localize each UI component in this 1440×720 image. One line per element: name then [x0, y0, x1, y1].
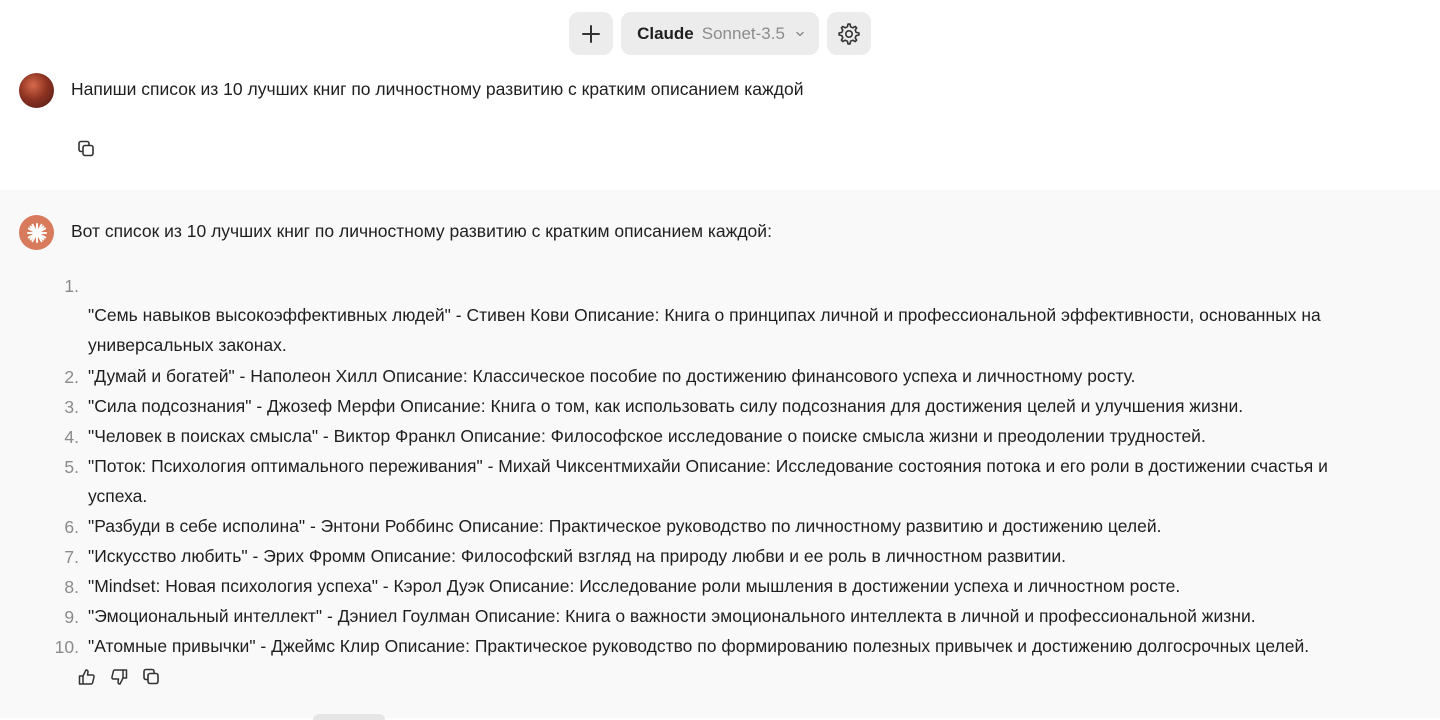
- thumbs-up-icon: [77, 667, 97, 687]
- list-item-text: "Человек в поисках смысла" - Виктор Франкл Описание: Философское исследование о поиске смысла жизни и преодолении трудностей.: [88, 426, 1206, 446]
- list-item-number: 9.: [64, 607, 79, 627]
- chevron-down-icon: [795, 29, 805, 39]
- model-name: Claude: [637, 23, 694, 43]
- top-toolbar: [0, 12, 1440, 55]
- settings-button[interactable]: [827, 12, 871, 55]
- list-item-text: "Искусство любить" - Эрих Фромм Описание: Философский взгляд на природу любви и ее роль в личностном развитии.: [88, 546, 1067, 566]
- list-item-text: "Поток: Психология оптимального переживания" - Михай Чиксентмихайи Описание: Исследование состояния потока и его роли в достижении счастья и успеха.: [88, 456, 1328, 506]
- new-chat-button[interactable]: [569, 12, 613, 55]
- list-item-number: 5.: [64, 457, 79, 477]
- copy-icon: [141, 667, 161, 687]
- list-item-text: "Mindset: Новая психология успеха" - Кэрол Дуэк Описание: Исследование роли мышления в достижении успеха и личностном росте.: [88, 576, 1181, 596]
- assistant-intro-text: Вот список из 10 лучших книг по личностному развитию с кратким описанием каждой:: [71, 221, 772, 241]
- list-item-number: 6.: [64, 517, 79, 537]
- copy-user-message-button[interactable]: [74, 137, 98, 161]
- list-item-text: "Эмоциональный интеллект" - Дэниел Гоулман Описание: Книга о важности эмоционального интеллекта в личной и профессиональной жизни.: [88, 606, 1256, 626]
- user-message-text: Напиши список из 10 лучших книг по личностному развитию с кратким описанием каждой: [71, 79, 804, 99]
- copy-icon: [76, 139, 96, 159]
- list-item-number: 7.: [64, 547, 79, 567]
- list-item-number: 3.: [64, 397, 79, 417]
- list-item-text: "Сила подсознания" - Джозеф Мерфи Описание: Книга о том, как использовать силу подсознания для достижения целей и улучшения жизни.: [88, 396, 1244, 416]
- user-message: [0, 70, 1440, 190]
- claude-avatar: [19, 215, 54, 250]
- user-avatar: [19, 73, 54, 108]
- thumbs-down-button[interactable]: [107, 665, 131, 689]
- list-item-number: 2.: [64, 367, 79, 387]
- plus-icon: [580, 23, 602, 45]
- list-item-text: "Атомные привычки" - Джеймс Клир Описание: Практическое руководство по формированию полезных привычек и достижению долгосрочных целей.: [88, 636, 1310, 656]
- list-item-text: "Семь навыков высокоэффективных людей" - Стивен Кови Описание: Книга о принципах личной и профессиональной эффективности, основанных на универсальных законах.: [88, 305, 1321, 355]
- thumbs-up-button[interactable]: [75, 665, 99, 689]
- bottom-control-edge[interactable]: [313, 714, 385, 720]
- message-actions: [75, 665, 163, 689]
- gear-icon: [837, 22, 861, 46]
- list-item-text: "Разбуди в себе исполина" - Энтони Роббинс Описание: Практическое руководство по личностному развитию и достижению целей.: [88, 516, 1162, 536]
- list-item-number: 10.: [54, 637, 79, 657]
- model-selector[interactable]: [621, 12, 819, 55]
- list-item-text: "Думай и богатей" - Наполеон Хилл Описание: Классическое пособие по достижению финансового успеха и личностному росту.: [88, 366, 1136, 386]
- list-item-number: 1.: [64, 276, 79, 296]
- copy-response-button[interactable]: [139, 665, 163, 689]
- list-item-number: 8.: [64, 577, 79, 597]
- assistant-message: [0, 190, 1440, 718]
- thumbs-down-icon: [109, 667, 129, 687]
- model-version: Sonnet-3.5: [701, 23, 785, 43]
- list-item-number: 4.: [64, 427, 79, 447]
- claude-logo-icon: [26, 222, 48, 244]
